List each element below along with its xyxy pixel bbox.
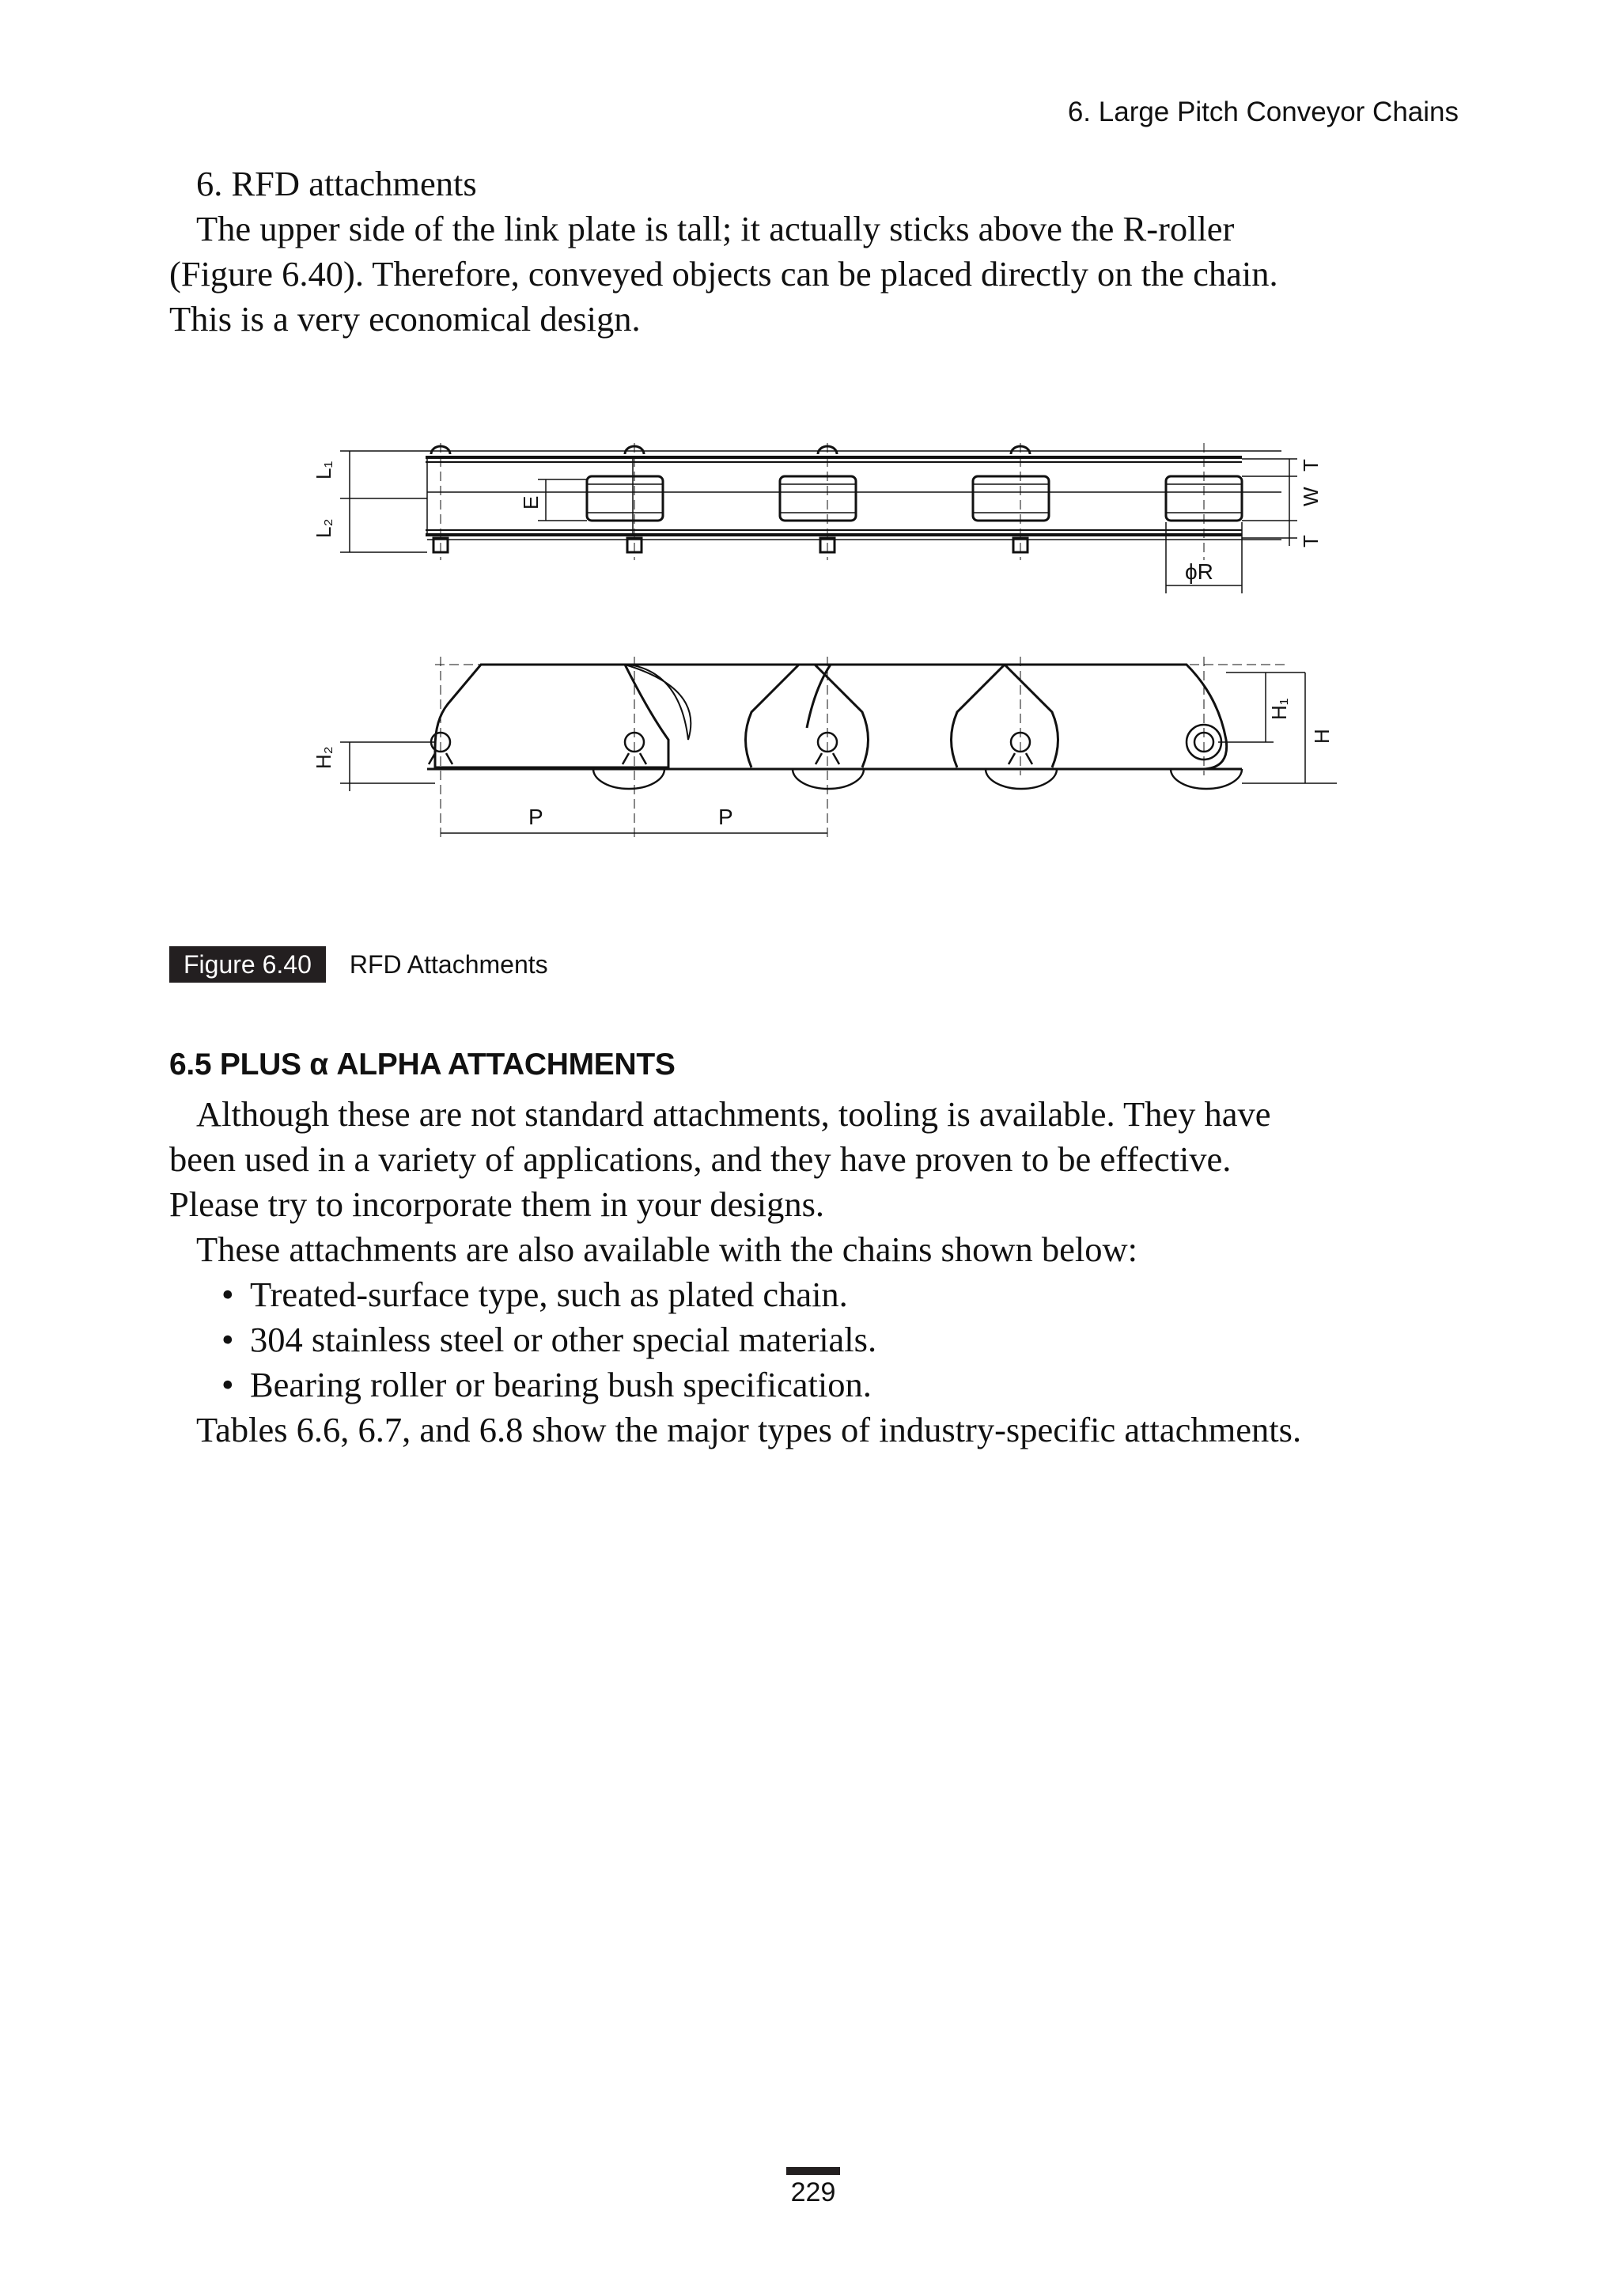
top-dimensions <box>340 451 1297 593</box>
list-item: • Treated-surface type, such as plated chain. <box>169 1272 1459 1317</box>
label-phi-r: ϕR <box>1185 559 1213 584</box>
side-view <box>312 657 1337 839</box>
label-h2: H₂ <box>312 746 335 769</box>
figure-caption-title: RFD Attachments <box>349 949 548 979</box>
list-item: • 304 stainless steel or other special materials. <box>169 1317 1459 1362</box>
list-item: • Bearing roller or bearing bush specification. <box>169 1362 1459 1408</box>
side-dimensions <box>340 673 1337 833</box>
label-l2: L₂ <box>312 518 335 538</box>
figure-caption-tag: Figure 6.40 <box>169 946 326 983</box>
running-header: 6. Large Pitch Conveyor Chains <box>1067 97 1459 127</box>
page-number-bar <box>786 2167 840 2175</box>
section-line: been used in a variety of applications, and they have proven to be effective. <box>169 1139 1232 1179</box>
bullet-list <box>169 1272 1459 1408</box>
label-e: E <box>519 495 543 510</box>
intro-heading: 6. RFD attachments <box>196 164 477 203</box>
section-line: These attachments are also available with the chains shown below: <box>196 1229 1137 1269</box>
intro-line: (Figure 6.40). Therefore, conveyed objects can be placed directly on the chain. <box>169 254 1278 294</box>
pins-side <box>429 657 1204 839</box>
roller-group <box>587 476 1242 521</box>
section-heading: 6.5 PLUS α ALPHA ATTACHMENTS <box>169 1048 676 1082</box>
section-line: Although these are not standard attachments, tooling is available. They have <box>196 1094 1271 1134</box>
intro-line: This is a very economical design. <box>169 299 641 339</box>
label-h: H <box>1310 729 1334 744</box>
page-number: 229 <box>790 2177 836 2207</box>
intro-line: The upper side of the link plate is tall; it actually sticks above the R-roller <box>196 209 1235 248</box>
pin-heads <box>431 443 1204 560</box>
section-line: Please try to incorporate them in your designs. <box>169 1184 825 1224</box>
label-p-left: P <box>528 805 543 829</box>
rfd-chain-drawing <box>308 427 1337 870</box>
section-line: Tables 6.6, 6.7, and 6.8 show the major types of industry-specific attachments. <box>196 1410 1302 1449</box>
label-w: W <box>1299 487 1323 506</box>
rfd-attachment-figure <box>308 427 1337 870</box>
figure-caption <box>169 946 548 983</box>
label-h1: H₁ <box>1267 698 1291 720</box>
label-l1: L₁ <box>312 460 335 479</box>
label-t-bottom: T <box>1299 535 1323 547</box>
intro-block <box>169 161 1459 342</box>
rollers-side <box>593 725 1242 789</box>
label-t-top: T <box>1299 459 1323 472</box>
top-view <box>312 443 1323 593</box>
section-body <box>169 1092 1459 1453</box>
label-p-right: P <box>718 805 733 829</box>
